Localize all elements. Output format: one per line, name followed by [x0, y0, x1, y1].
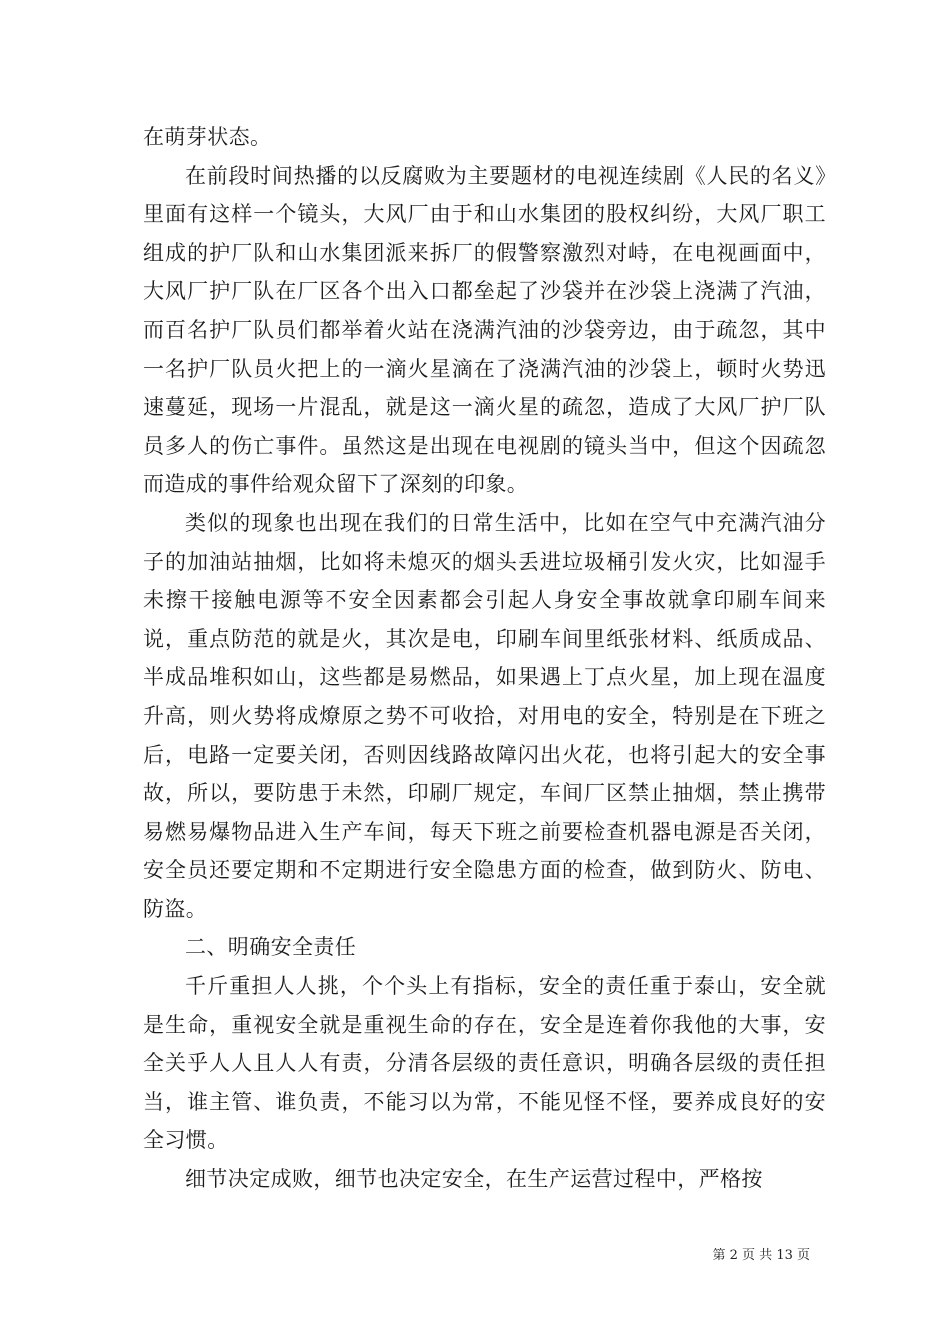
paragraph-1: 在萌芽状态。 — [143, 125, 272, 149]
paragraph-4: 千斤重担人人挑，个个头上有指标，安全的责任重于泰山，安全就是生命，重视安全就是重视生命的存在，安全是连着你我他的大事，安全关乎人人且人人有责，分清各层级的责任意识，明确各层级的责任担当，谁主管、谁负责，不能习以为常，不能见怪不怪，要养成良好的安全习惯。 — [143, 974, 826, 1153]
paragraph-5: 细节决定成败，细节也决定安全，在生产运营过程中，严格按 — [185, 1167, 763, 1192]
paragraph-3: 类似的现象也出现在我们的日常生活中，比如在空气中充满汽油分子的加油站抽烟，比如将未熄灭的烟头丢进垃圾桶引发火灾，比如湿手未擦干接触电源等不安全因素都会引起人身安全事故就拿印刷车间来说，重点防范的就是火，其次是电，印刷车间里纸张材料、纸质成品、半成品堆积如山，这些都是易燃品，如果遇上丁点火星，加上现在温度升高，则火势将成燎原之势不可收拾，对用电的安全，特别是在下班之后，电路一定要关闭，否则因线路故障闪出火花，也将引起大的安全事故，所以，要防患于未然，印刷厂规定，车间厂区禁止抽烟，禁止携带易燃易爆物品进入生产车间，每天下班之前要检查机器电源是否关闭，安全员还要定期和不定期进行安全隐患方面的检查，做到防火、防电、防盗。 — [143, 510, 826, 921]
paragraph-2: 在前段时间热播的以反腐败为主要题材的电视连续剧《人民的名义》里面有这样一个镜头，大风厂由于和山水集团的股权纠纷，大风厂职工组成的护厂队和山水集团派来拆厂的假警察激烈对峙，在电视画面中，大风厂护厂队在厂区各个出入口都垒起了沙袋并在沙袋上浇满了汽油，而百名护厂队员们都举着火站在浇满汽油的沙袋旁边，由于疏忽，其中一名护厂队员火把上的一滴火星滴在了浇满汽油的沙袋上，顿时火势迅速蔓延，现场一片混乱，就是这一滴火星的疏忽，造成了大风厂护厂队员多人的伤亡事件。虽然这是出现在电视剧的镜头当中，但这个因疏忽而造成的事件给观众留下了深刻的印象。 — [143, 163, 826, 497]
section-heading: 二、明确安全责任 — [185, 935, 357, 960]
page-number: 第 2 页 共 13 页 — [712, 1248, 810, 1263]
document-body — [143, 118, 826, 1199]
